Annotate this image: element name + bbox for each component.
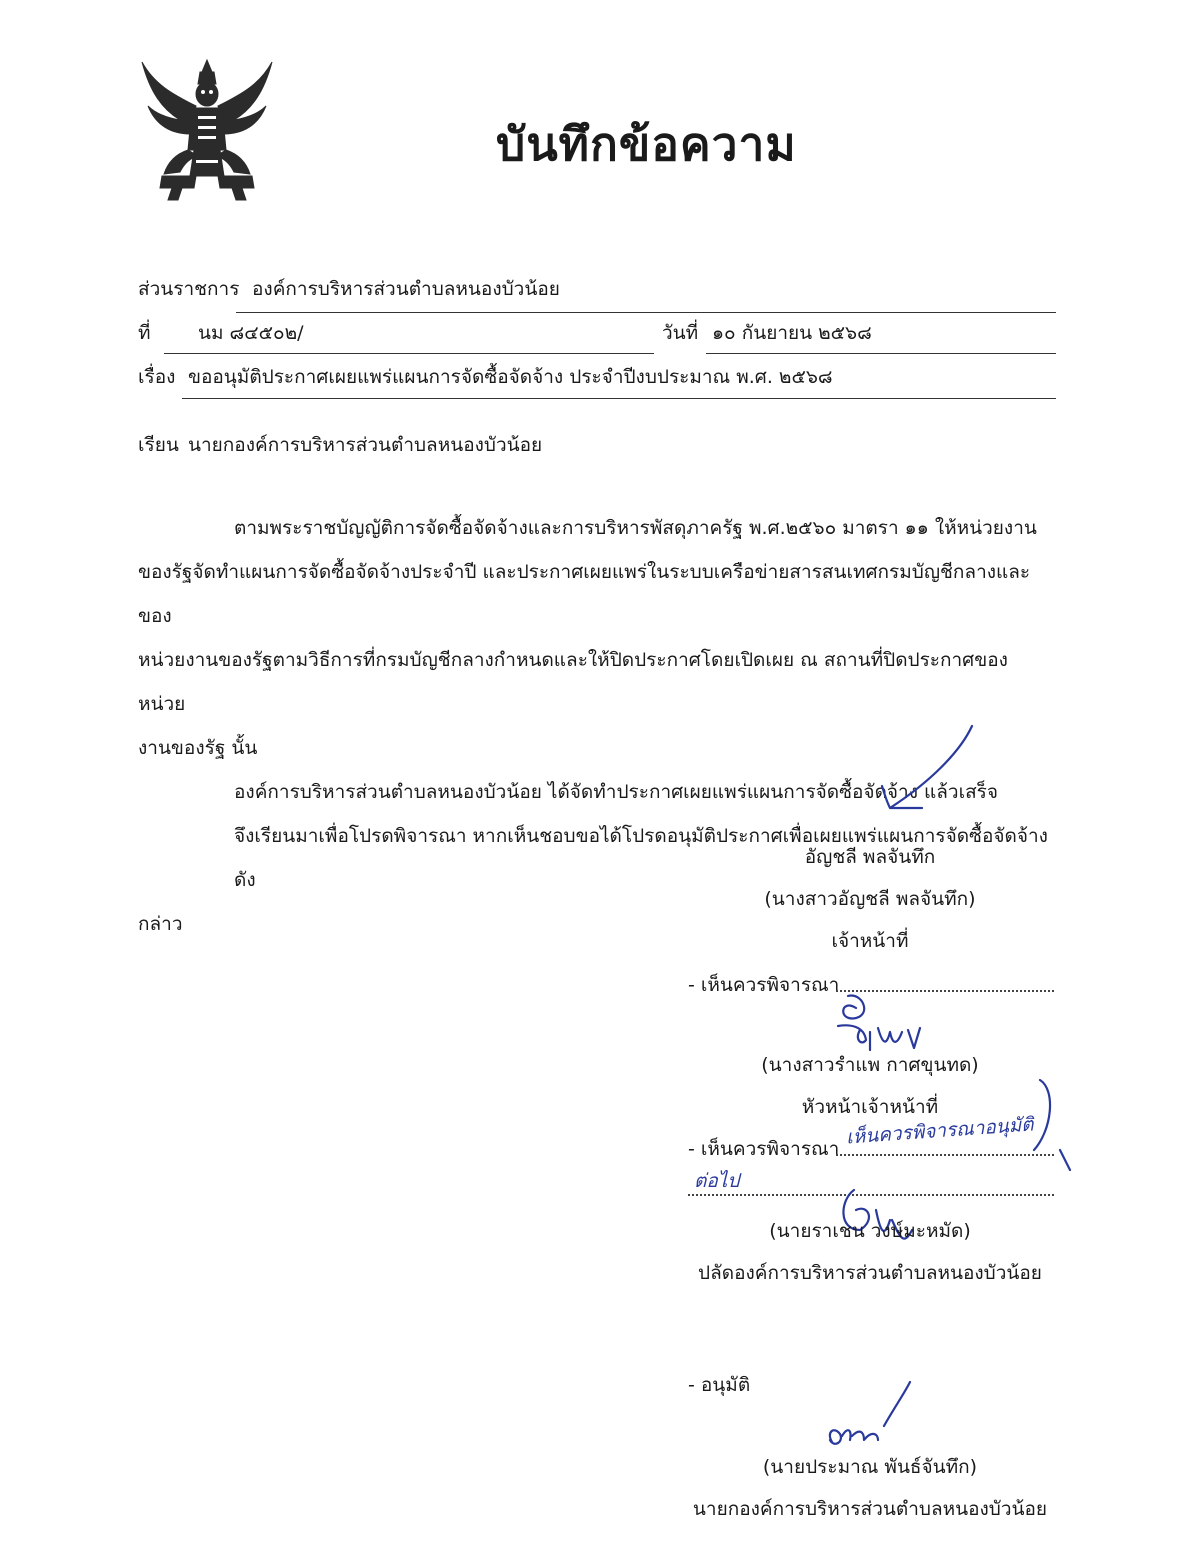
to-value: นายกองค์การบริหารส่วนตำบลหนองบัวน้อย	[188, 434, 543, 456]
para3-line2: กล่าว	[138, 913, 183, 935]
agency-underline	[236, 312, 1056, 313]
subject-underline	[182, 398, 1056, 399]
ref-underline	[164, 353, 654, 354]
deputy-position: ปลัดองค์การบริหารส่วนตำบลหนองบัวน้อย	[698, 1262, 1042, 1284]
review2-handwritten-note2: ต่อไป	[694, 1170, 740, 1192]
para1-line4: งานของรัฐ นั้น	[138, 737, 258, 759]
date-value: ๑๐ กันยายน ๒๕๖๘	[712, 322, 872, 344]
date-label: วันที่	[662, 322, 699, 344]
para1-line2: ของรัฐจัดทำแผนการจัดซื้อจัดจ้างประจำปี และประกาศเผยแพร่ในระบบเครือข่ายสารสนเทศกรมบัญชีกลางและของ	[138, 561, 1031, 627]
para3-line1: จึงเรียนมาเพื่อโปรดพิจารณา หากเห็นชอบขอได้โปรดอนุมัติประกาศเพื่อเผยแพร่แผนการจัดซื้อจัดจ้างดัง	[234, 825, 1048, 891]
ref-value: นม ๘๔๕๐๒/	[198, 322, 304, 344]
mayor-position: นายกองค์การบริหารส่วนตำบลหนองบัวน้อย	[692, 1498, 1048, 1520]
review1-label: - เห็นควรพิจารณา	[688, 974, 840, 996]
review2-handwritten-note: เห็นควรพิจารณาอนุมัติ	[845, 1113, 1035, 1149]
subject-label: เรื่อง	[138, 366, 176, 388]
para1-line1: ตามพระราชบัญญัติการจัดซื้อจัดจ้างและการบริหารพัสดุภาครัฐ พ.ศ.๒๕๖๐ มาตรา ๑๑ ให้หน่วยงาน	[234, 517, 1037, 539]
garuda-emblem-icon	[132, 54, 282, 204]
head-full-name: (นางสาวรำแพ กาศขุนทด)	[761, 1054, 979, 1076]
date-underline	[706, 353, 1056, 354]
officer-signature	[860, 722, 1000, 822]
officer-name: อัญชลี พลจันทึก	[804, 846, 936, 868]
head-signature	[826, 988, 946, 1058]
mayor-full-name: (นายประมาณ พันธ์จันทึก)	[762, 1456, 978, 1478]
to-label: เรียน	[138, 434, 179, 456]
subject-value: ขออนุมัติประกาศเผยแพร่แผนการจัดซื้อจัดจ้าง ประจำปีงบประมาณ พ.ศ. ๒๕๖๘	[188, 366, 833, 388]
agency-label: ส่วนราชการ	[138, 278, 240, 300]
para2: องค์การบริหารส่วนตำบลหนองบัวน้อย ได้จัดทำประกาศเผยแพร่แผนการจัดซื้อจัดจ้าง แล้วเสร็จ	[234, 781, 999, 803]
review2-label: - เห็นควรพิจารณา	[688, 1138, 840, 1160]
memo-title: บันทึกข้อความ	[496, 117, 797, 171]
deputy-full-name: (นายราเชน วงษ์มะหมัด)	[769, 1220, 971, 1242]
para1-line3: หน่วยงานของรัฐตามวิธีการที่กรมบัญชีกลางกำหนดและให้ปิดประกาศโดยเปิดเผย ณ สถานที่ปิดประกาศของหน่วย	[138, 649, 1008, 715]
officer-full-name: (นางสาวอัญชลี พลจันทึก)	[764, 888, 976, 910]
agency-value: องค์การบริหารส่วนตำบลหนองบัวน้อย	[252, 278, 560, 300]
head-position: หัวหน้าเจ้าหน้าที่	[801, 1096, 939, 1118]
officer-position: เจ้าหน้าที่	[831, 930, 909, 952]
mayor-signature	[818, 1380, 928, 1460]
ref-label: ที่	[138, 322, 151, 344]
approve-label: - อนุมัติ	[688, 1374, 751, 1396]
